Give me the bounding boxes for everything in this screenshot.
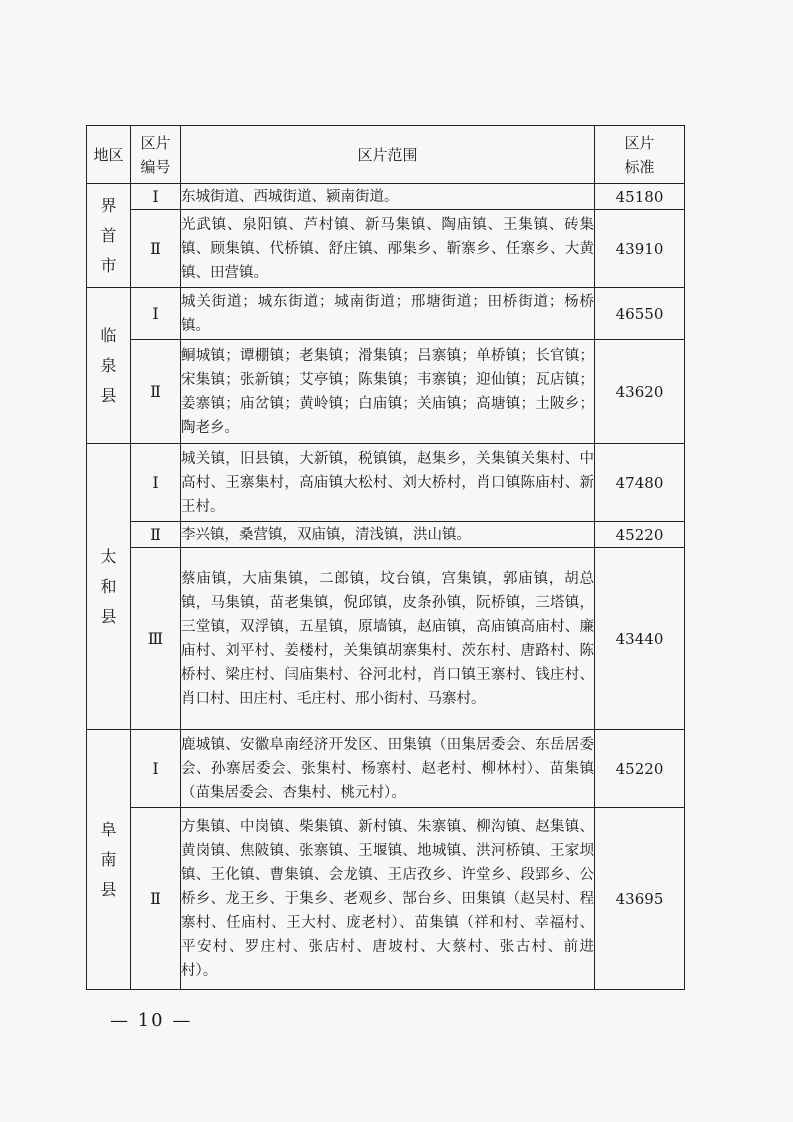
scope-cell: 李兴镇，桑营镇，双庙镇，清浅镇，洪山镇。 [181,522,595,548]
table-row [87,210,685,288]
table-row [87,522,685,548]
scope-cell: 城关街道；城东街道；城南街道；邢塘街道；田桥街道；杨桥镇。 [181,288,595,340]
header-region: 地区 [87,126,131,184]
code-cell: Ⅲ [131,548,181,730]
standard-cell: 46550 [595,288,685,340]
scope-cell: 城关镇，旧县镇，大新镇，税镇镇，赵集乡，关集镇关集村、中高村、王寨集村，高庙镇大松村、刘大桥村，肖口镇陈庙村、新王村。 [181,444,595,522]
code-cell: Ⅱ [131,808,181,990]
scope-cell: 东城街道、西城街道、颍南街道。 [181,184,595,210]
standard-cell: 45220 [595,730,685,808]
scope-cell: 鹿城镇、安徽阜南经济开发区、田集镇（田集居委会、东岳居委会、孙寨居委会、张集村、杨寨村、赵老村、柳林村）、苗集镇（苗集居委会、杏集村、桃元村）。 [181,730,595,808]
region-cell: 临泉县 [87,288,131,444]
code-cell: Ⅱ [131,340,181,444]
land-price-table [86,125,685,990]
standard-cell: 43620 [595,340,685,444]
standard-cell: 47480 [595,444,685,522]
table-row [87,184,685,210]
region-cell: 太和县 [87,444,131,730]
header-scope: 区片范围 [181,126,595,184]
region-cell: 界首市 [87,184,131,288]
table-row [87,444,685,522]
code-cell: Ⅱ [131,210,181,288]
header-code: 区片编号 [131,126,181,184]
code-cell: Ⅰ [131,444,181,522]
code-cell: Ⅱ [131,522,181,548]
code-cell: Ⅰ [131,730,181,808]
table-row [87,340,685,444]
standard-cell: 45220 [595,522,685,548]
standard-cell: 43695 [595,808,685,990]
code-cell: Ⅰ [131,288,181,340]
code-cell: Ⅰ [131,184,181,210]
page-number: — 10 — [110,1010,193,1031]
scope-cell: 蔡庙镇，大庙集镇，二郎镇，坟台镇，宫集镇，郭庙镇，胡总镇，马集镇，苗老集镇，倪邱镇，皮条孙镇，阮桥镇，三塔镇，三堂镇，双浮镇，五星镇，原墙镇，赵庙镇，高庙镇高庙村、廉庙村、刘平村、姜楼村，关集镇胡寨集村、茨东村、唐路村、陈桥村、梁庄村、闫庙集村、谷河北村，肖口镇王寨村、钱庄村、肖口村、田庄村、毛庄村、邢小街村、马寨村。 [181,548,595,730]
standard-cell: 43440 [595,548,685,730]
scope-cell: 鲖城镇；谭棚镇；老集镇；滑集镇；吕寨镇；单桥镇；长官镇；宋集镇；张新镇；艾亭镇；陈集镇；韦寨镇；迎仙镇；瓦店镇；姜寨镇；庙岔镇；黄岭镇；白庙镇；关庙镇；高塘镇；土陂乡；陶老乡。 [181,340,595,444]
table-row [87,288,685,340]
scope-cell: 方集镇、中岗镇、柴集镇、新村镇、朱寨镇、柳沟镇、赵集镇、黄岗镇、焦陂镇、张寨镇、王堰镇、地城镇、洪河桥镇、王家坝镇、王化镇、曹集镇、会龙镇、王店孜乡、许堂乡、段郢乡、公桥乡、龙王乡、于集乡、老观乡、郜台乡、田集镇（赵吴村、程寨村、任庙村、王大村、庞老村）、苗集镇（祥和村、幸福村、平安村、罗庄村、张店村、唐坡村、大蔡村、张古村、前进村）。 [181,808,595,990]
scope-cell: 光武镇、泉阳镇、芦村镇、新马集镇、陶庙镇、王集镇、砖集镇、顾集镇、代桥镇、舒庄镇、邴集乡、靳寨乡、任寨乡、大黄镇、田营镇。 [181,210,595,288]
header-standard: 区片标准 [595,126,685,184]
table-row [87,808,685,990]
table-row [87,548,685,730]
standard-cell: 45180 [595,184,685,210]
standard-cell: 43910 [595,210,685,288]
table-row [87,730,685,808]
region-cell: 阜南县 [87,730,131,990]
